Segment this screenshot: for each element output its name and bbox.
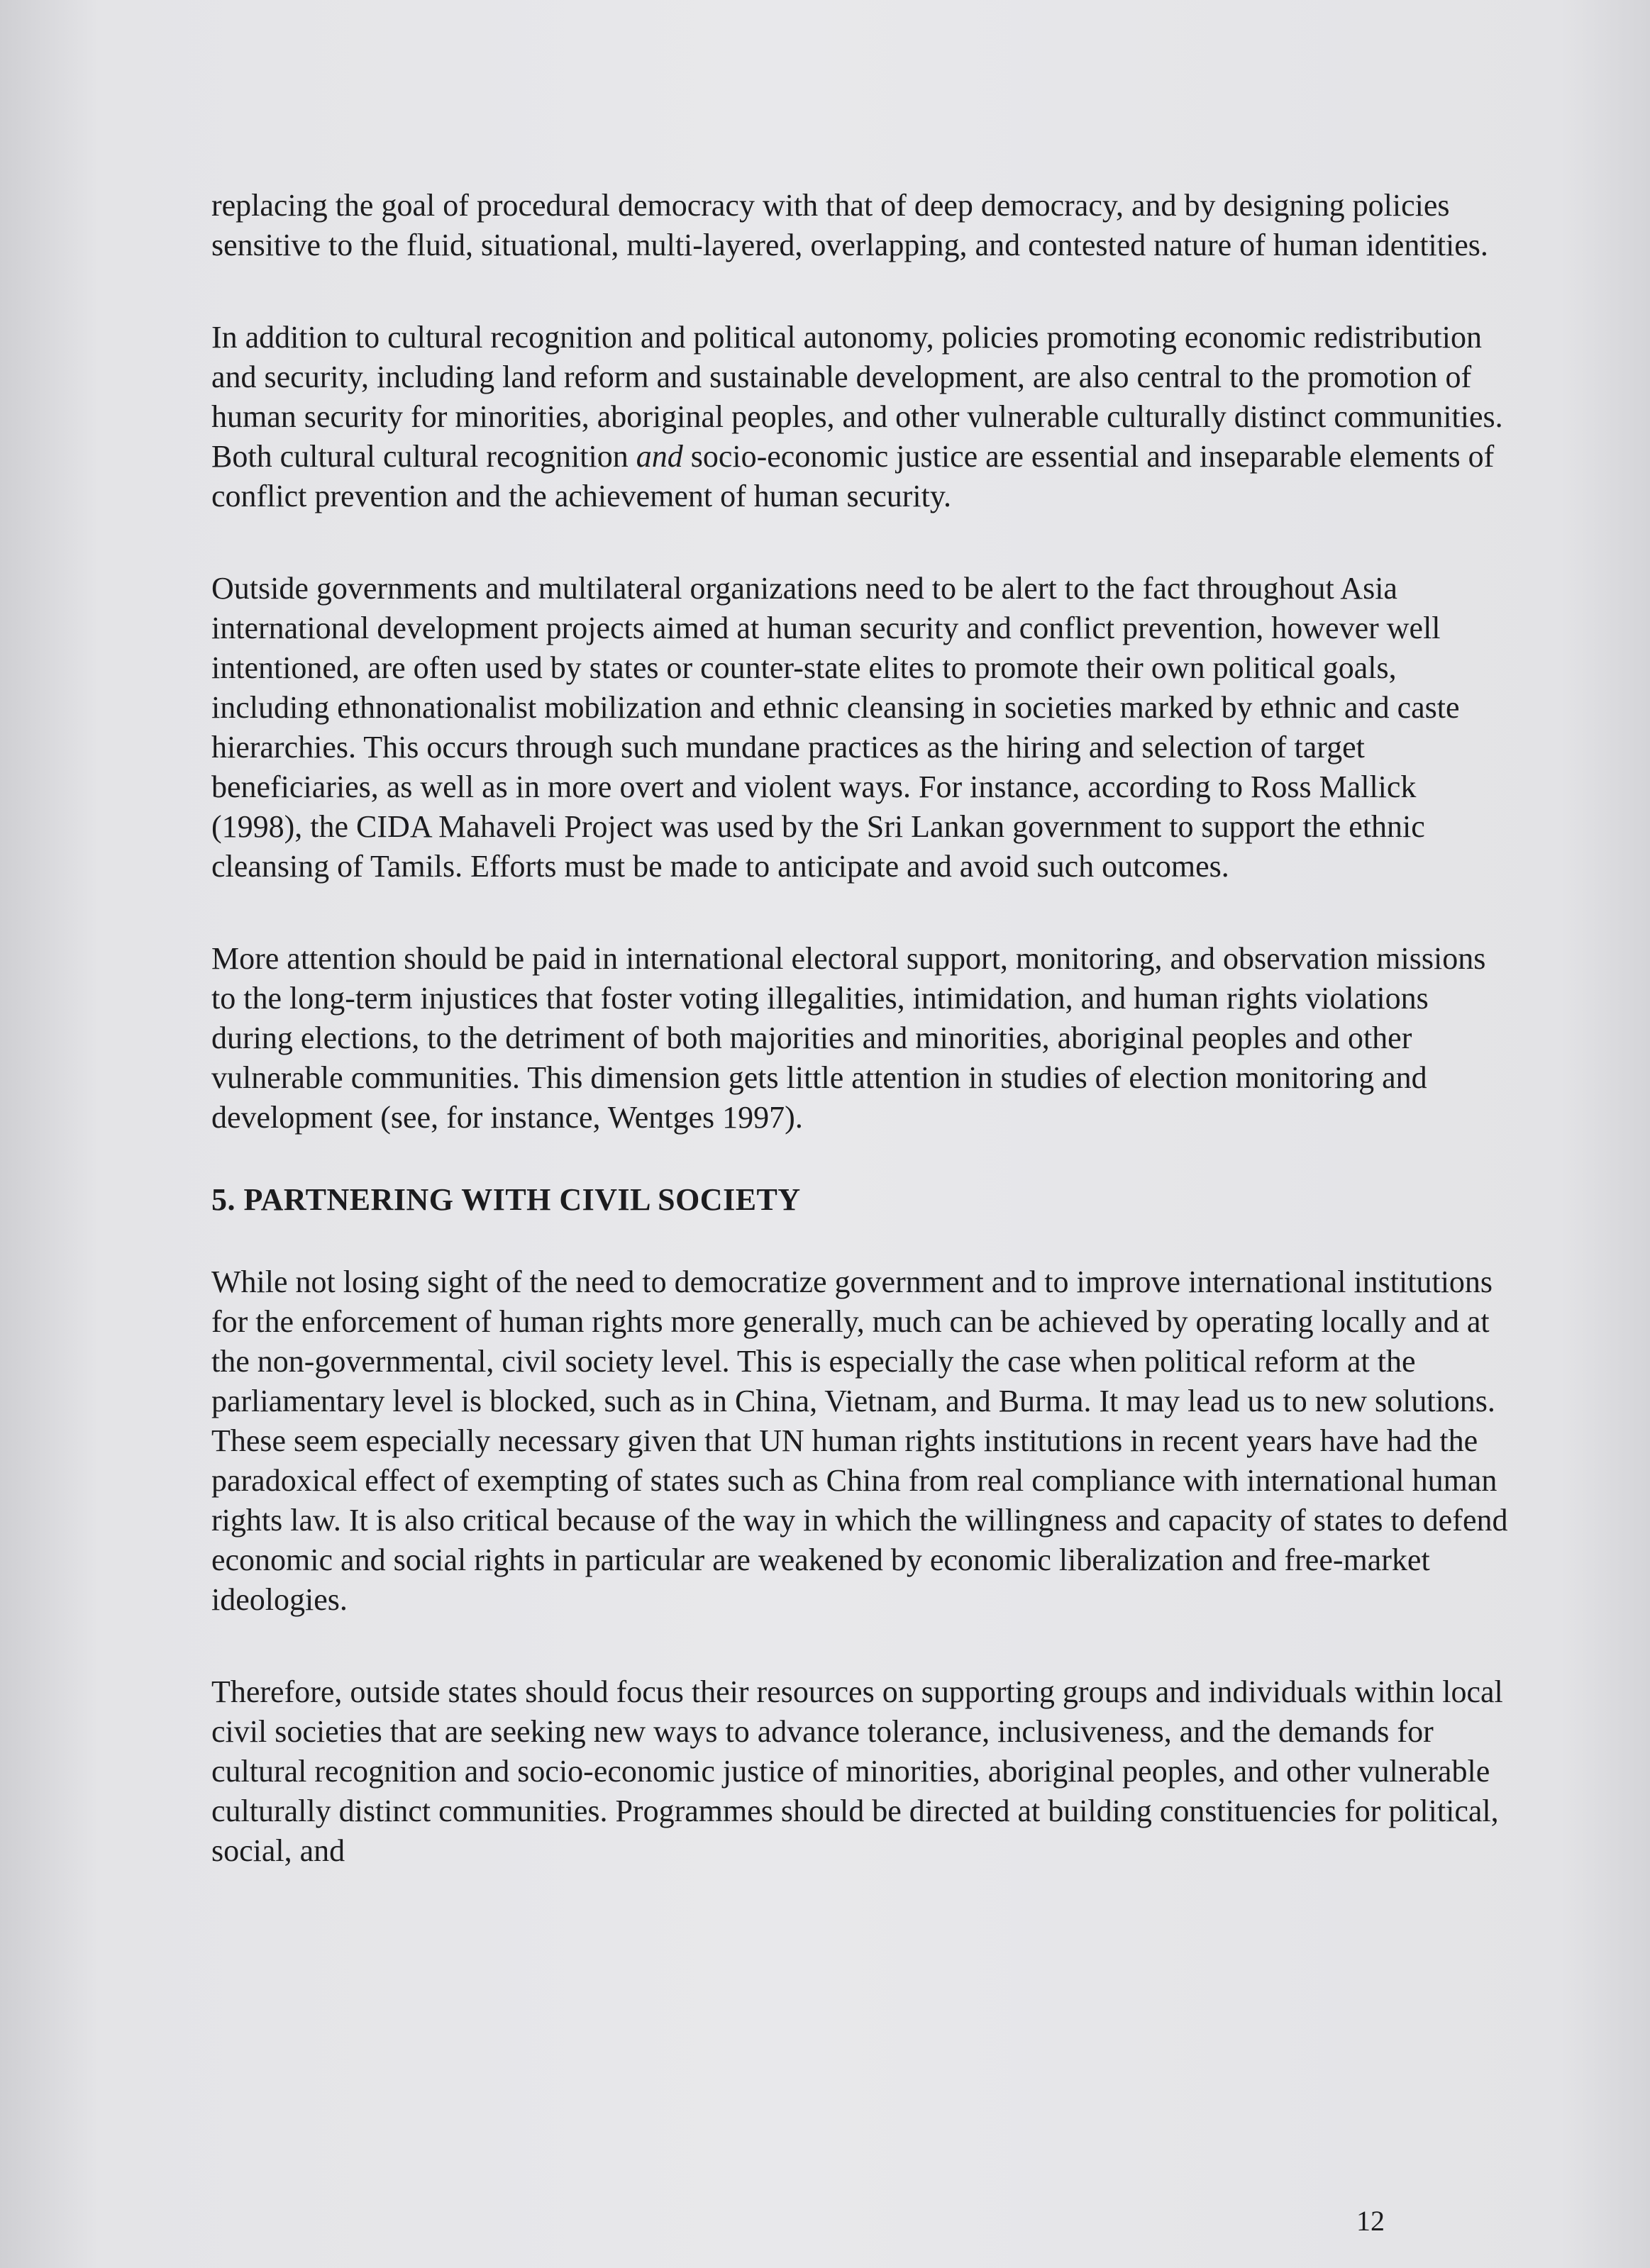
paragraph-2-text-b: socio-economic justice are essential and inseparable elements of conflict prevention and the achievement of human security. [211,439,1495,513]
paragraph-3: Outside governments and multilateral organizations need to be alert to the fact throughout Asia international development projects aimed at human security and conflict prevention, however well intentioned, are often used by states or counter-state elites to promote their own political goals, including ethnonationalist mobilization and ethnic cleansing in societies marked by ethnic and caste hierarchies. This occurs through such mundane practices as the hiring and selection of target beneficiaries, as well as in more overt and violent ways. For instance, according to Ross Mallick (1998), the CIDA Mahaveli Project was used by the Sri Lankan government to support the ethnic cleansing of Tamils. Efforts must be made to anticipate and avoid such outcomes. [211,571,1460,884]
paragraph-6: Therefore, outside states should focus their resources on supporting groups and individuals within local civil societies that are seeking new ways to advance tolerance, inclusiveness, and the demands for cultural recognition and socio-economic justice of minorities, aboriginal peoples, and other vulnerable culturally distinct communities. Programmes should be directed at building constituencies for political, social, and [211,1674,1503,1868]
section-heading: 5. PARTNERING WITH CIVIL SOCIETY [211,1182,801,1217]
body-text [211,186,1510,1923]
paragraph-2 [211,318,1510,516]
page-number: 12 [1356,2205,1385,2237]
paragraph-4: More attention should be paid in international electoral support, monitoring, and observation missions to the long-term injustices that foster voting illegalities, intimidation, and human rights violations during elections, to the detriment of both majorities and minorities, aboriginal peoples and other vulnerable communities. This dimension gets little attention in studies of election monitoring and development (see, for instance, Wentges 1997). [211,941,1486,1135]
paragraph-5: While not losing sight of the need to democratize government and to improve international institutions for the enforcement of human rights more generally, much can be achieved by operating locally and at the non-governmental, civil society level. This is especially the case when political reform at the parliamentary level is blocked, such as in China, Vietnam, and Burma. It may lead us to new solutions. These seem especially necessary given that UN human rights institutions in recent years have had the paradoxical effect of exempting of states such as China from real compliance with international human rights law. It is also critical because of the way in which the willingness and capacity of states to defend economic and social rights in particular are weakened by economic liberalization and free-market ideologies. [211,1264,1508,1617]
paragraph-2-text-a: In addition to cultural recognition and political autonomy, policies promoting economic redistribution and security, including land reform and sustainable development, are also central to the promotion of human security for minorities, aboriginal peoples, and other vulnerable culturally distinct communities. Both cultural cultural recognition [211,320,1503,474]
paragraph-2-italic: and [636,439,683,474]
paragraph-1: replacing the goal of procedural democracy with that of deep democracy, and by designing policies sensitive to the fluid, situational, multi-layered, overlapping, and contested nature of human identities. [211,188,1488,262]
